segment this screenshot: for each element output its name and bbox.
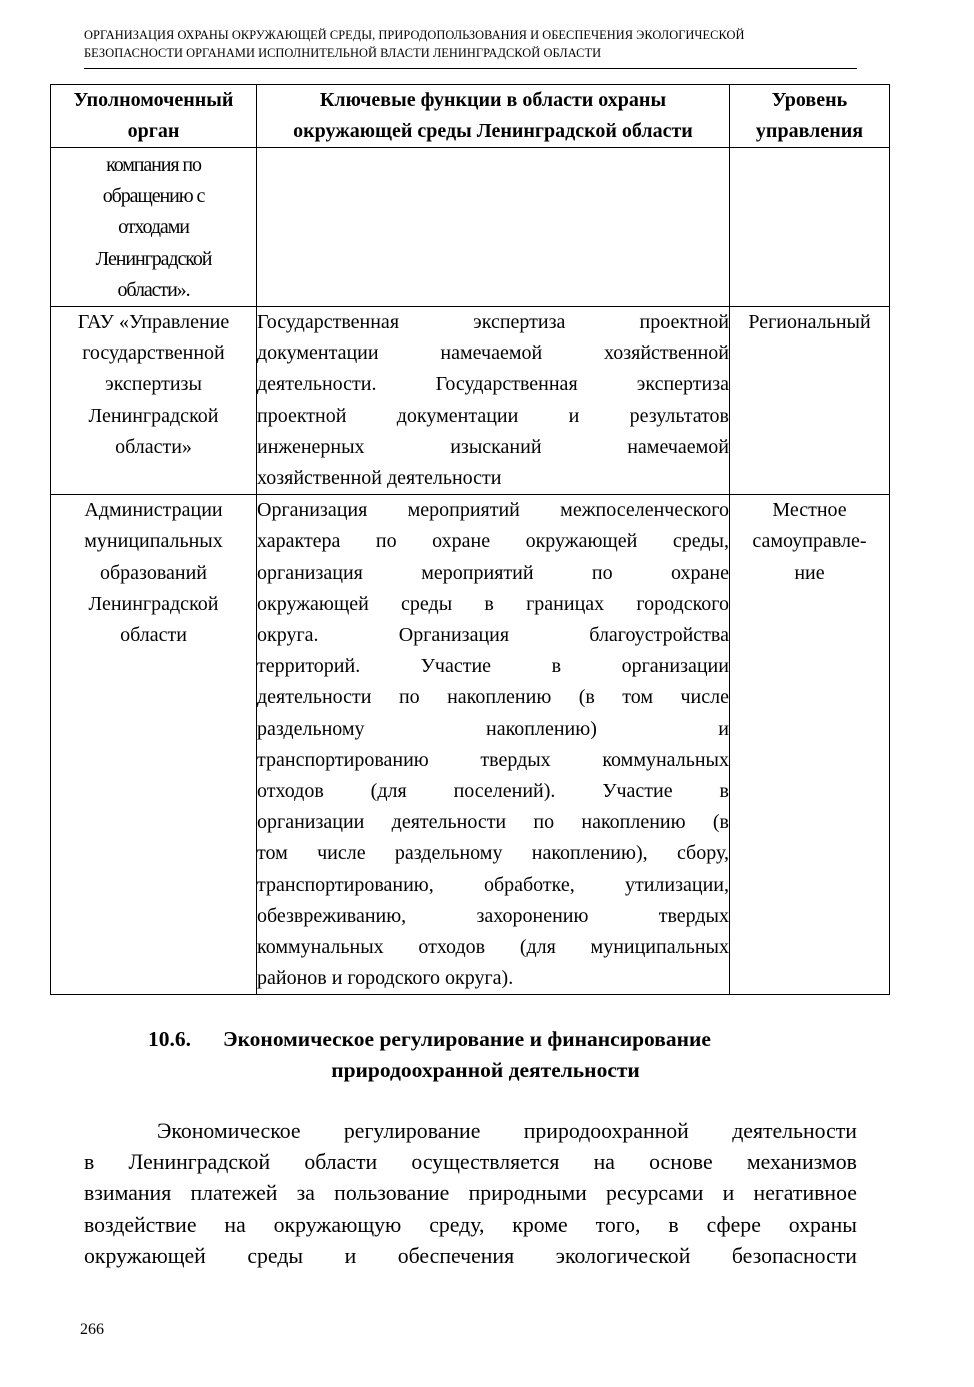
word: основе <box>649 1150 713 1175</box>
word: отходов <box>418 936 486 959</box>
section-title-text: природоохранной деятельности <box>331 1058 640 1082</box>
word: экологической <box>555 1243 691 1268</box>
word: раздельному <box>394 842 503 865</box>
word: по <box>375 530 397 553</box>
word: обработке, <box>483 873 575 896</box>
header-line: управления <box>755 120 864 142</box>
word: по <box>533 811 555 834</box>
word: безопасности <box>731 1243 857 1268</box>
word: в <box>668 1212 679 1237</box>
word: организации <box>257 811 365 834</box>
word: захоронению <box>476 904 589 927</box>
word: территорий. <box>257 655 361 678</box>
cell-line <box>257 307 729 338</box>
header-line: Уровень <box>771 89 848 111</box>
word: Участие <box>602 780 673 803</box>
header-line: Уполномоченный <box>73 89 234 111</box>
cell-level <box>730 495 890 995</box>
word: накоплению) <box>486 717 597 740</box>
word: мероприятий <box>421 561 534 584</box>
word: организация <box>257 561 363 584</box>
word: мероприятий <box>407 499 520 522</box>
paragraph-line <box>84 1210 857 1241</box>
word: намечаемой <box>627 435 729 458</box>
cell-functions <box>257 148 730 307</box>
word: отходов <box>257 780 324 803</box>
cell-line: области». <box>117 278 190 301</box>
section-heading <box>84 1024 857 1086</box>
word: организации <box>621 655 729 678</box>
word: среду, <box>429 1212 485 1237</box>
word: экспертиза <box>473 311 566 334</box>
word: твердых <box>480 748 551 771</box>
word: городского <box>636 592 729 615</box>
section-number: 10.6. <box>148 1027 191 1051</box>
cell-line <box>257 432 729 463</box>
word: сбору, <box>676 842 729 865</box>
cell-level <box>730 307 890 495</box>
body-paragraph <box>84 1116 857 1272</box>
word: воздействие <box>84 1212 197 1237</box>
word: пользование <box>334 1181 450 1206</box>
running-header-line: ОРГАНИЗАЦИЯ ОХРАНЫ ОКРУЖАЮЩЕЙ СРЕДЫ, ПРИРОДОПОЛЬЗОВАНИЯ И ОБЕСПЕЧЕНИЯ ЭКОЛОГИЧЕСКОЙ <box>84 28 745 42</box>
cell-line <box>257 526 729 557</box>
word: изысканий <box>450 435 542 458</box>
header-line: орган <box>127 120 180 142</box>
word: благоустройства <box>589 624 729 647</box>
word: деятельности. <box>257 373 377 396</box>
word: механизмов <box>746 1150 857 1175</box>
word: деятельности <box>732 1119 857 1143</box>
cell-line: области <box>120 624 187 647</box>
cell-body <box>51 148 257 307</box>
word: проектной <box>257 404 347 427</box>
word: (для <box>370 780 407 803</box>
word: (в <box>712 811 729 834</box>
word: деятельности <box>391 811 507 834</box>
header-line: окружающей среды Ленинградской области <box>293 120 693 142</box>
paragraph-line <box>84 1147 857 1178</box>
word: на <box>593 1150 615 1175</box>
word: хозяйственной <box>604 342 729 365</box>
cell-line <box>257 745 729 776</box>
word: за <box>296 1181 315 1206</box>
paragraph-line <box>84 1116 857 1147</box>
word: накоплению <box>447 686 552 709</box>
word: межпоселенческого <box>560 499 729 522</box>
word: среды <box>247 1243 304 1268</box>
word: утилизации, <box>624 873 729 896</box>
word: транспортированию, <box>257 873 434 896</box>
cell-line: области» <box>115 435 192 458</box>
cell-line <box>257 932 729 963</box>
cell-line <box>257 776 729 807</box>
word: Государственная <box>257 311 400 334</box>
word: Экономическое <box>157 1119 301 1143</box>
cell-line: Ленинградской <box>88 404 219 427</box>
word: среды, <box>672 530 729 553</box>
cell-line: отходами <box>118 216 189 239</box>
cell-line: компания по <box>106 154 201 176</box>
word: поселений). <box>453 780 556 803</box>
cell-line <box>257 838 729 869</box>
cell-line <box>257 651 729 682</box>
word: том <box>257 842 288 865</box>
level-line: Местное <box>772 499 847 522</box>
word: деятельности <box>257 686 372 709</box>
word: обезвреживанию, <box>257 904 407 927</box>
word: коммунальных <box>602 748 729 771</box>
word: взимания <box>84 1181 172 1206</box>
paragraph-line <box>84 1178 857 1209</box>
word: (в <box>578 686 595 709</box>
word: сфере <box>706 1212 761 1237</box>
word: природоохранной <box>523 1119 689 1143</box>
word: регулирование <box>343 1119 481 1143</box>
word: инженерных <box>257 435 365 458</box>
cell-line: государственной <box>82 342 225 365</box>
word: и <box>722 1181 735 1206</box>
cell-line: образований <box>99 561 207 584</box>
word: в <box>484 592 494 615</box>
word: документации <box>257 342 379 365</box>
word: Организация <box>398 624 510 647</box>
cell-line <box>257 620 729 651</box>
word: округа. <box>257 624 319 647</box>
word: области <box>304 1150 378 1175</box>
paragraph-line <box>84 1241 857 1272</box>
word: в <box>719 780 729 803</box>
cell-line: районов и городского округа). <box>257 967 514 990</box>
level-badge: Региональный <box>748 311 871 334</box>
cell-line <box>257 401 729 432</box>
word: характера <box>257 530 341 553</box>
word: намечаемой <box>440 342 543 365</box>
column-header-body <box>51 85 257 148</box>
word: осуществляется <box>411 1150 560 1175</box>
word: коммунальных <box>257 936 384 959</box>
word: на <box>224 1212 246 1237</box>
word: Ленинградской <box>128 1150 271 1175</box>
word: твердых <box>658 904 729 927</box>
column-header-level <box>730 85 890 148</box>
authorities-table <box>50 84 890 995</box>
word: охраны <box>788 1212 857 1237</box>
word: числе <box>317 842 366 865</box>
cell-line <box>257 807 729 838</box>
word: по <box>591 561 613 584</box>
cell-line <box>257 495 729 526</box>
word: том <box>622 686 654 709</box>
cell-line <box>257 901 729 932</box>
cell-line: ГАУ «Управление <box>77 311 230 334</box>
cell-line <box>257 870 729 901</box>
header-line: Ключевые функции в области охраны <box>319 89 667 111</box>
cell-line: Ленинградской <box>88 592 219 615</box>
table-row <box>51 148 890 307</box>
word: в <box>84 1150 95 1175</box>
word: экспертиза <box>636 373 729 396</box>
cell-line <box>257 714 729 745</box>
section-title-text: Экономическое регулирование и финансирование <box>223 1027 711 1051</box>
header-divider <box>84 68 857 69</box>
cell-level <box>730 148 890 307</box>
table-row <box>51 307 890 495</box>
word: числе <box>680 686 729 709</box>
word: окружающей <box>257 592 369 615</box>
word: Государственная <box>435 373 578 396</box>
level-line: ние <box>794 561 825 584</box>
cell-line <box>257 338 729 369</box>
running-header-line: БЕЗОПАСНОСТИ ОРГАНАМИ ИСПОЛНИТЕЛЬНОЙ ВЛАСТИ ЛЕНИНГРАДСКОЙ ОБЛАСТИ <box>84 46 602 60</box>
running-header <box>84 26 857 62</box>
word: по <box>398 686 420 709</box>
cell-functions <box>257 495 730 995</box>
cell-line <box>257 682 729 713</box>
word: накоплению <box>581 811 686 834</box>
word: (для <box>519 936 556 959</box>
word: транспортированию <box>257 748 429 771</box>
level-line: самоуправле- <box>752 530 867 553</box>
word: и <box>568 404 580 427</box>
word: того, <box>595 1212 641 1237</box>
section-heading-line <box>84 1024 857 1055</box>
word: негативное <box>753 1181 857 1206</box>
cell-line <box>257 589 729 620</box>
word: среды <box>401 592 453 615</box>
word: ресурсами <box>606 1181 704 1206</box>
table-header-row <box>51 85 890 148</box>
cell-line <box>257 369 729 400</box>
word: платежей <box>190 1181 278 1206</box>
cell-line <box>257 558 729 589</box>
cell-line: Администрации <box>84 499 223 522</box>
word: документации <box>396 404 519 427</box>
cell-line: обращению с <box>102 185 205 208</box>
word: раздельному <box>257 717 365 740</box>
word: охране <box>671 561 729 584</box>
cell-line: экспертизы <box>105 373 202 396</box>
word: окружающую <box>273 1212 402 1237</box>
word: окружающей <box>84 1243 206 1268</box>
word: проектной <box>639 311 729 334</box>
word: природными <box>468 1181 587 1206</box>
word: в <box>551 655 562 678</box>
cell-line: хозяйственной деятельности <box>257 467 502 490</box>
word: и <box>718 717 729 740</box>
word: границах <box>526 592 605 615</box>
word: накоплению), <box>531 842 648 865</box>
word: Участие <box>420 655 492 678</box>
table-row <box>51 495 890 995</box>
word: муниципальных <box>590 936 729 959</box>
cell-line: Ленинградской <box>95 247 212 270</box>
word: Организация <box>257 499 368 522</box>
page-number: 266 <box>80 1321 104 1338</box>
cell-line: муниципальных <box>84 530 223 553</box>
column-header-functions <box>257 85 730 148</box>
word: кроме <box>512 1212 568 1237</box>
word: и <box>344 1243 357 1268</box>
word: обеспечения <box>397 1243 515 1268</box>
word: окружающей <box>525 530 638 553</box>
cell-functions <box>257 307 730 495</box>
word: охране <box>432 530 491 553</box>
word: результатов <box>629 404 729 427</box>
cell-body <box>51 307 257 495</box>
cell-body <box>51 495 257 995</box>
